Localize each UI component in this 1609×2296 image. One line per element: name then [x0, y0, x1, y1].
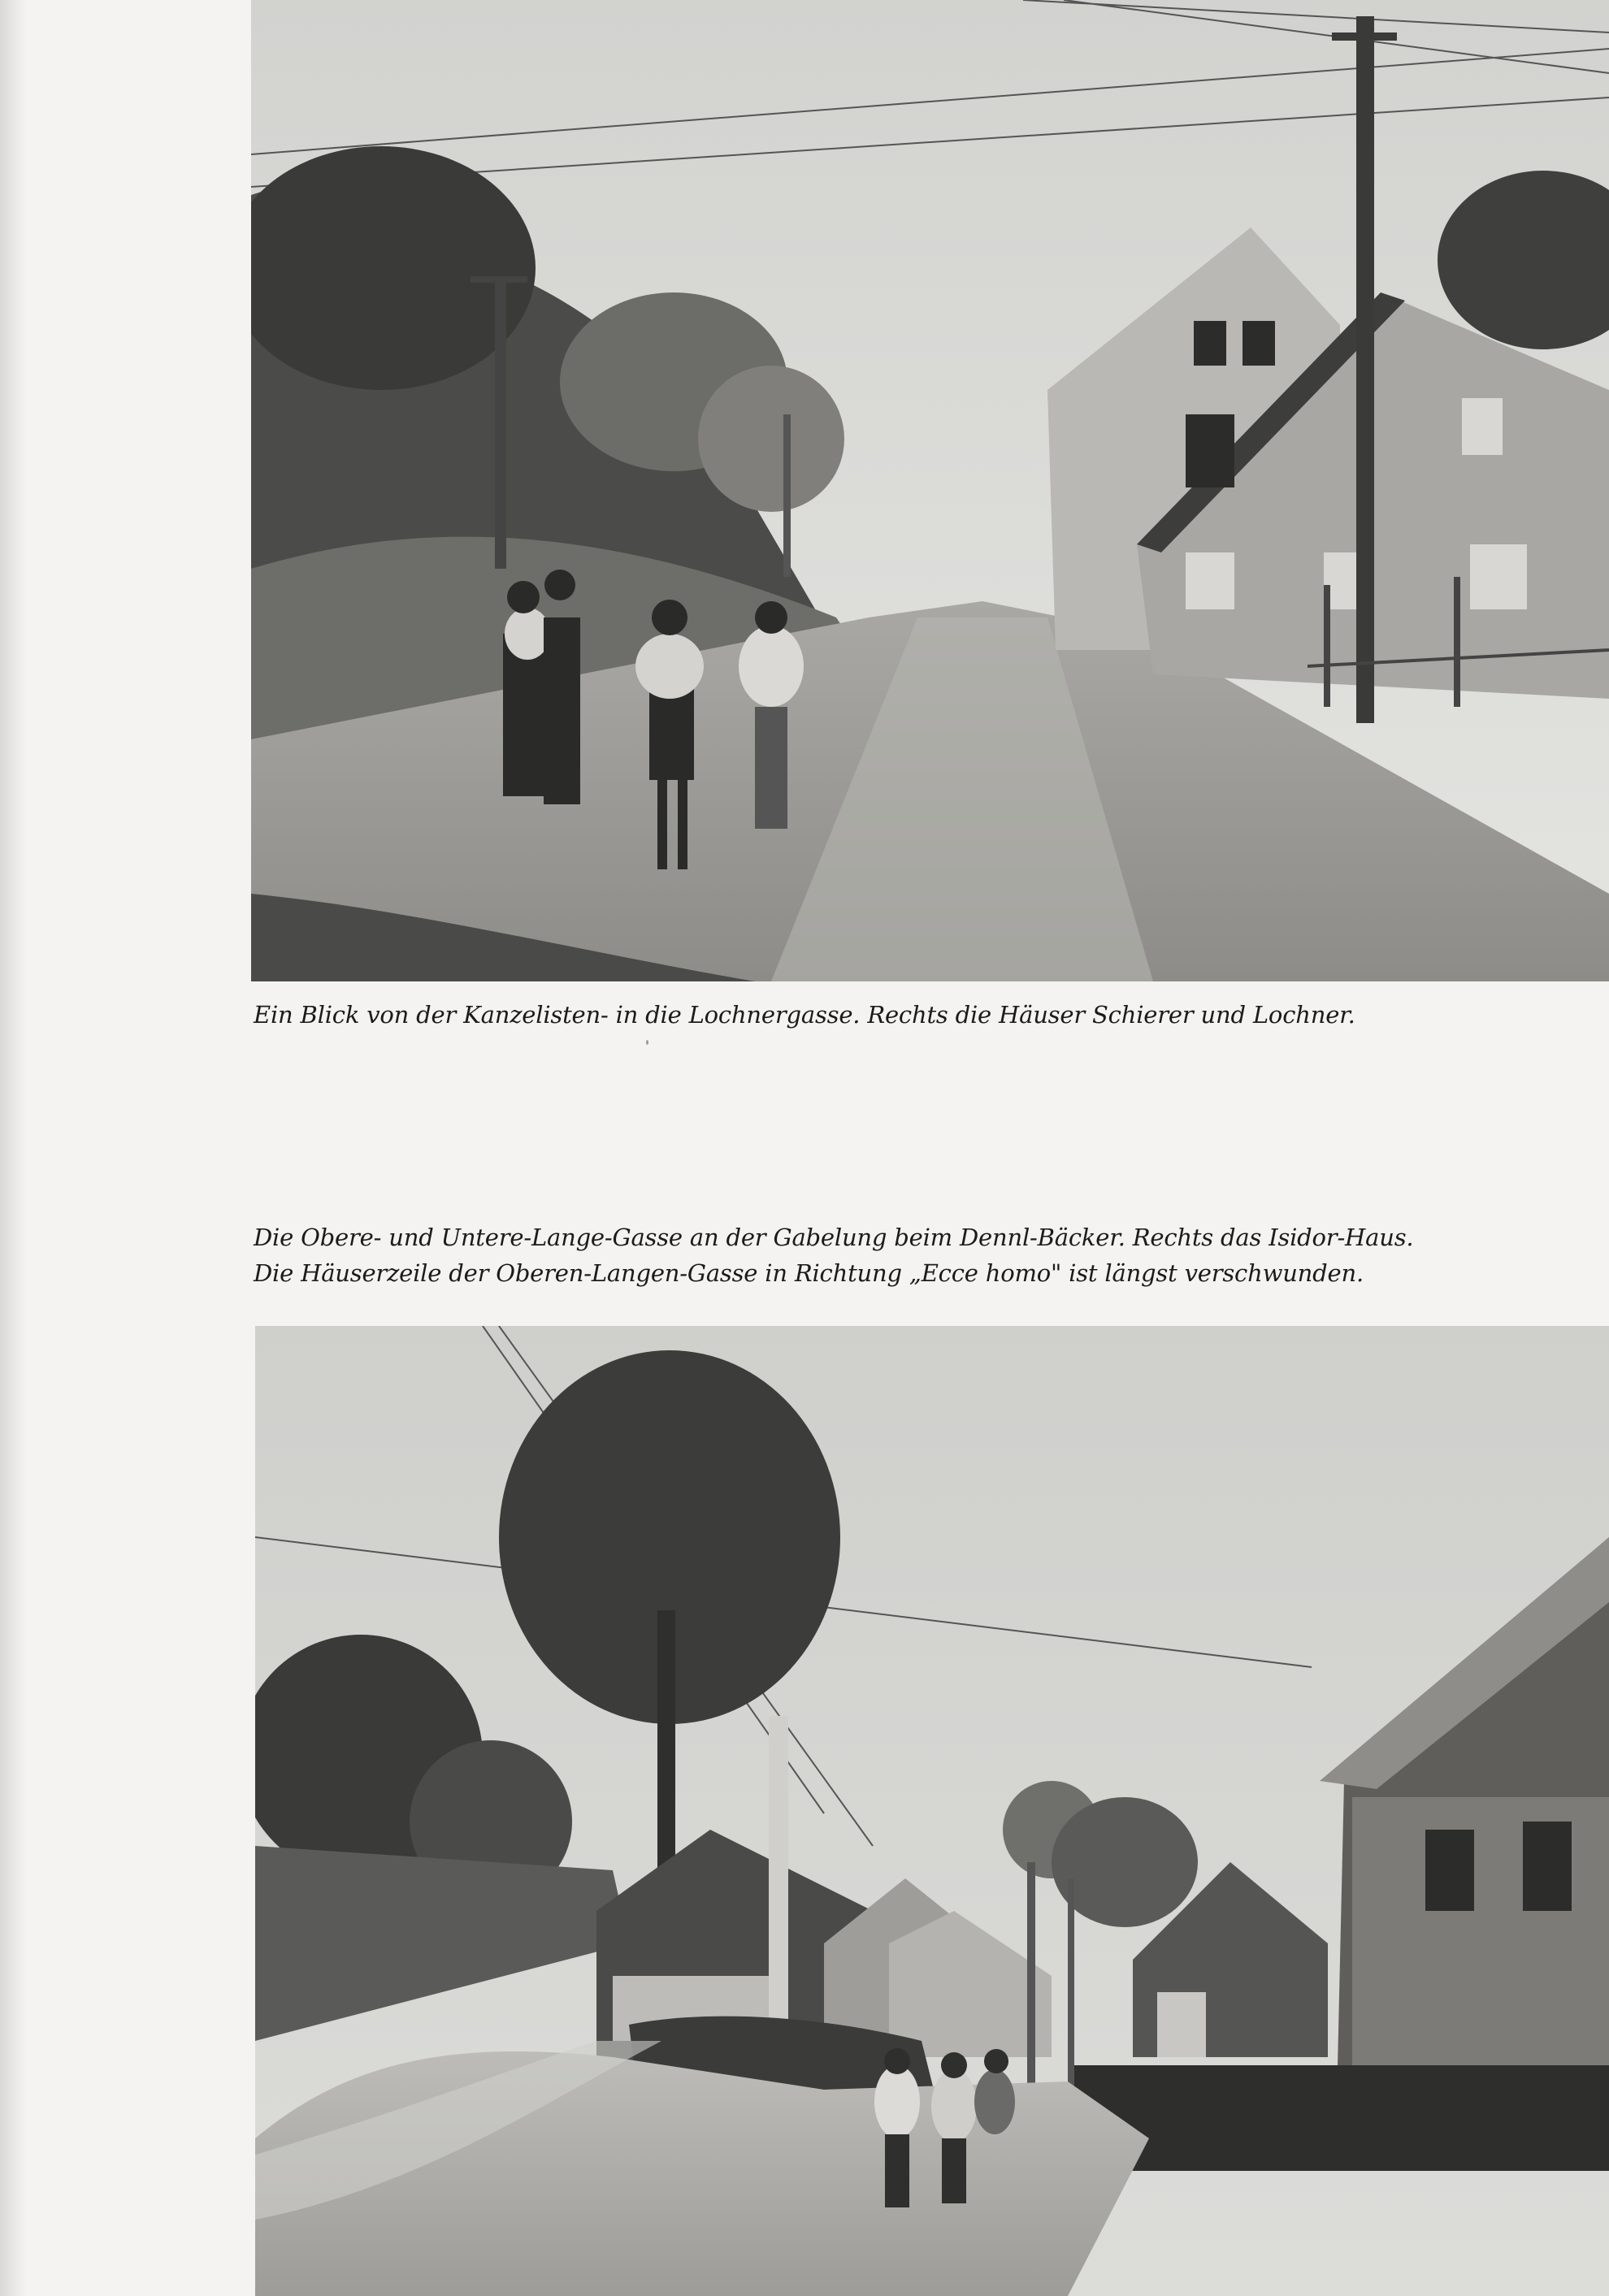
- caption-top-photo: Ein Blick von der Kanzelisten- in die Lochnergasse. Rechts die Häuser Schierer und Lochner.: [254, 1001, 1355, 1029]
- caption-bottom-photo-line2: Die Häuserzeile der Oberen-Langen-Gasse in Richtung „Ecce homo" ist längst verschwunden.: [254, 1259, 1364, 1287]
- photo-lochnergasse-image: [251, 0, 1609, 981]
- print-speck: [646, 1040, 648, 1045]
- photo-lochnergasse: [251, 0, 1609, 981]
- page-edge-shadow: [0, 0, 28, 2296]
- photo-lange-gasse-image: [255, 1326, 1609, 2296]
- photo-lange-gasse: [255, 1326, 1609, 2296]
- caption-bottom-photo-line1: Die Obere- und Untere-Lange-Gasse an der Gabelung beim Dennl-Bäcker. Rechts das Isidor-Haus.: [254, 1224, 1414, 1251]
